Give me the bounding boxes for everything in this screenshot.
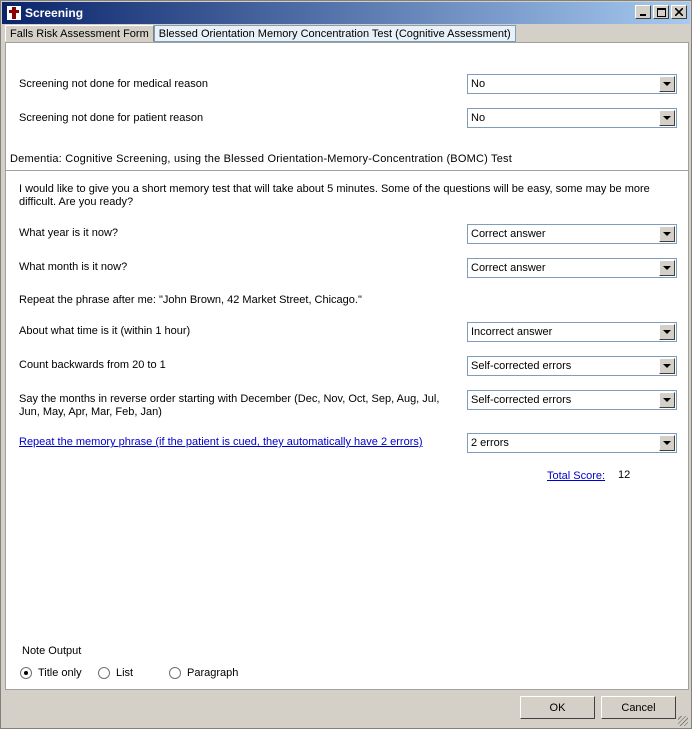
window-title: Screening [25, 6, 84, 20]
close-icon[interactable] [671, 5, 687, 19]
ok-button[interactable]: OK [520, 696, 595, 719]
app-icon [6, 5, 22, 21]
medical-reason-value: No [471, 78, 486, 90]
tab-strip [5, 25, 516, 42]
intro-text: I would like to give you a short memory test that will take about 5 minutes. Some of the questions will be easy, some may be more difficult. Are you ready? [19, 183, 650, 208]
radio-unchecked-icon [98, 667, 110, 679]
medical-reason-select[interactable] [467, 74, 677, 94]
section-heading: Dementia: Cognitive Screening, using the Blessed Orientation-Memory-Concentration (BOMC) Test [10, 153, 512, 165]
section-divider [6, 170, 688, 171]
time-question-label: About what time is it (within 1 hour) [19, 325, 191, 337]
radio-list-label: List [116, 667, 134, 679]
total-score-value: 12 [618, 469, 631, 481]
months-question-label: Say the months in reverse order starting with December (Dec, Nov, Oct, Sep, Aug, Jul, Jun, May, Apr, Mar, Feb, Jan) [19, 393, 440, 418]
memory-answer-select[interactable] [467, 433, 677, 453]
minimize-icon[interactable] [635, 5, 651, 19]
year-answer-select[interactable] [467, 224, 677, 244]
month-answer-value: Correct answer [471, 262, 546, 274]
resize-grip-icon[interactable] [678, 716, 688, 726]
chevron-down-icon[interactable] [659, 435, 675, 451]
phrase-instruction-label: Repeat the phrase after me: "John Brown, 42 Market Street, Chicago." [19, 294, 362, 306]
patient-reason-value: No [471, 112, 486, 124]
radio-checked-icon [20, 667, 32, 679]
chevron-down-icon[interactable] [659, 110, 675, 126]
radio-paragraph[interactable] [169, 667, 238, 679]
chevron-down-icon[interactable] [659, 226, 675, 242]
title-bar[interactable] [2, 2, 690, 24]
radio-title-only[interactable] [20, 667, 82, 679]
chevron-down-icon[interactable] [659, 260, 675, 276]
memory-phrase-link[interactable]: Repeat the memory phrase (if the patient is cued, they automatically have 2 errors) [19, 436, 423, 448]
medical-reason-label: Screening not done for medical reason [19, 78, 208, 90]
count-answer-select[interactable] [467, 356, 677, 376]
chevron-down-icon[interactable] [659, 392, 675, 408]
radio-paragraph-label: Paragraph [187, 667, 239, 679]
patient-reason-label: Screening not done for patient reason [19, 112, 204, 124]
year-answer-value: Correct answer [471, 228, 546, 240]
memory-answer-value: 2 errors [471, 437, 509, 449]
maximize-icon[interactable] [653, 5, 669, 19]
chevron-down-icon[interactable] [659, 76, 675, 92]
month-question-label: What month is it now? [19, 261, 128, 273]
note-output-label: Note Output [22, 645, 82, 657]
total-score-link[interactable]: Total Score: [547, 470, 606, 482]
month-answer-select[interactable] [467, 258, 677, 278]
radio-title-only-label: Title only [38, 667, 82, 679]
dialog-footer [2, 690, 690, 728]
time-answer-select[interactable] [467, 322, 677, 342]
tab-bomc-test[interactable]: Blessed Orientation Memory Concentration Test (Cognitive Assessment) [154, 25, 516, 42]
form-panel [5, 42, 689, 690]
count-question-label: Count backwards from 20 to 1 [19, 359, 166, 371]
patient-reason-select[interactable] [467, 108, 677, 128]
count-answer-value: Self-corrected errors [471, 360, 572, 372]
year-question-label: What year is it now? [19, 227, 119, 239]
radio-list[interactable] [98, 667, 133, 679]
time-answer-value: Incorrect answer [471, 326, 553, 338]
radio-unchecked-icon [169, 667, 181, 679]
chevron-down-icon[interactable] [659, 358, 675, 374]
cancel-button[interactable]: Cancel [601, 696, 676, 719]
tab-falls-risk[interactable]: Falls Risk Assessment Form [5, 25, 154, 42]
months-answer-value: Self-corrected errors [471, 394, 572, 406]
months-answer-select[interactable] [467, 390, 677, 410]
chevron-down-icon[interactable] [659, 324, 675, 340]
